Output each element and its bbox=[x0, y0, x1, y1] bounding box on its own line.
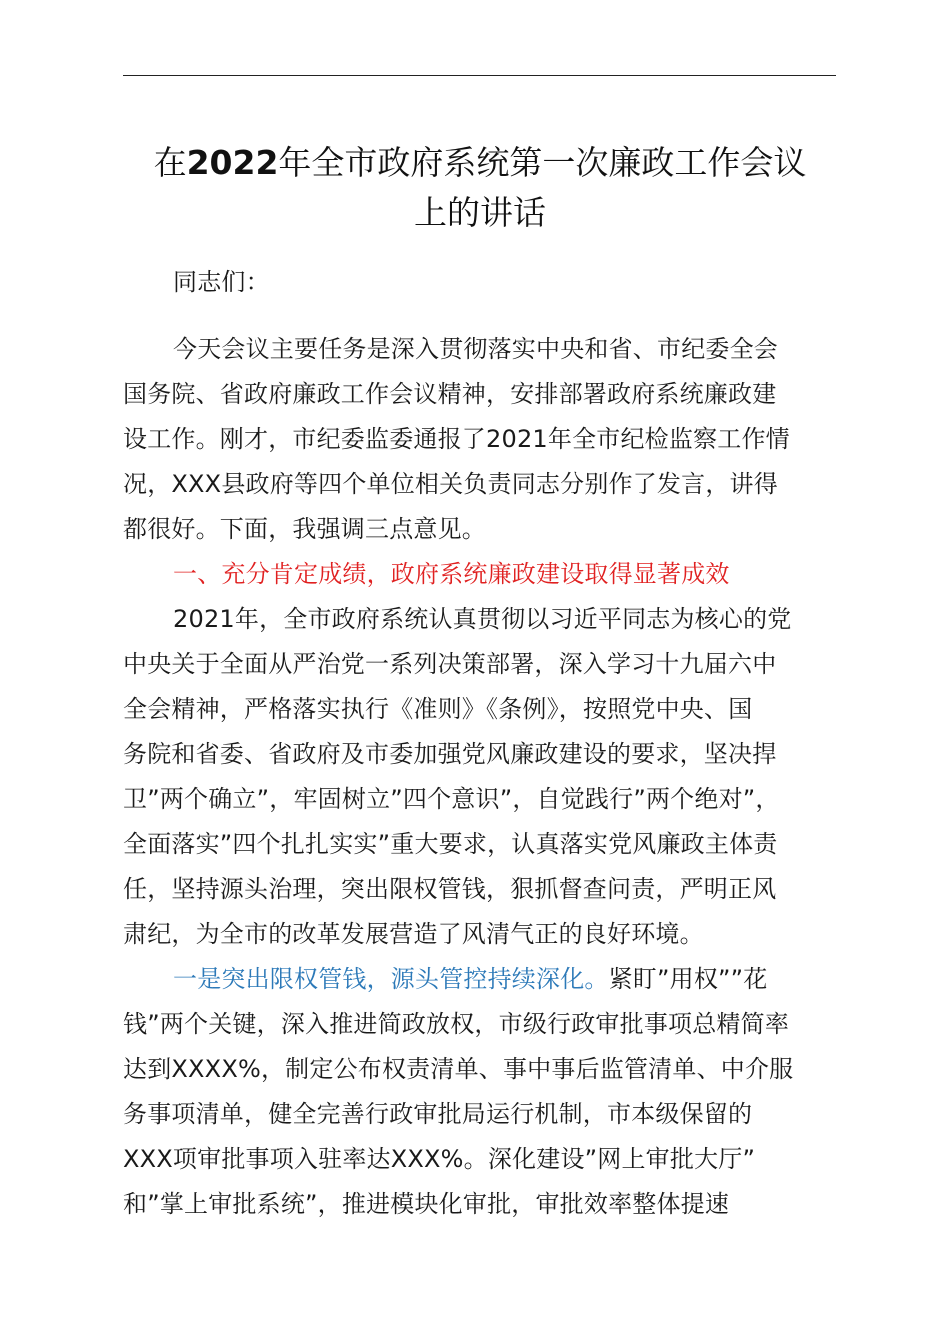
title-line-2: 上的讲话 bbox=[414, 193, 546, 232]
page-title bbox=[110, 138, 850, 238]
section-1-paragraph bbox=[123, 597, 836, 957]
text-line: XXX项审批事项入驻率达XXX%。深化建设”网上审批大厅” bbox=[123, 1145, 756, 1173]
header-rule bbox=[123, 75, 836, 76]
document-body bbox=[123, 260, 836, 1227]
text-line: 任，坚持源头治理，突出限权管钱，狠抓督查问责，严明正风 bbox=[123, 875, 777, 903]
intro-paragraph bbox=[123, 327, 836, 552]
text-line: 钱”两个关键，深入推进简政放权，市级行政审批事项总精简率 bbox=[123, 1010, 790, 1038]
text-line: 肃纪，为全市的改革发展营造了风清气正的良好环境。 bbox=[123, 920, 704, 948]
text-line: 况，XXX县政府等四个单位相关负责同志分别作了发言，讲得 bbox=[123, 470, 778, 498]
text-line: 2021年，全市政府系统认真贯彻以习近平同志为核心的党 bbox=[173, 605, 792, 633]
text-line: 全面落实”四个扎扎实实”重大要求，认真落实党风廉政主体责 bbox=[123, 830, 778, 858]
title-prefix: 在 bbox=[153, 143, 187, 182]
text-line: 今天会议主要任务是深入贯彻落实中央和省、市纪委全会 bbox=[173, 335, 778, 363]
text-line: 务事项清单，健全完善行政审批局运行机制，市本级保留的 bbox=[123, 1100, 753, 1128]
text-line: 卫”两个确立”，牢固树立”四个意识”，自觉践行”两个绝对”， bbox=[123, 785, 780, 813]
text-line: 达到XXXX%，制定公布权责清单、事中事后监管清单、中介服 bbox=[123, 1055, 794, 1083]
greeting: 同志们： bbox=[173, 268, 270, 296]
text-line: 和”掌上审批系统”，推进模块化审批，审批效率整体提速 bbox=[123, 1190, 730, 1218]
text-line: 务院和省委、省政府及市委加强党风廉政建设的要求，坚决捍 bbox=[123, 740, 777, 768]
title-rest: 年全市政府系统第一次廉政工作会议 bbox=[278, 143, 807, 182]
point-1-heading: 一是突出限权管钱，源头管控持续深化。 bbox=[173, 965, 609, 993]
point-1-paragraph bbox=[123, 957, 836, 1227]
text-line: 都很好。下面，我强调三点意见。 bbox=[123, 515, 486, 543]
text-line: 中央关于全面从严治党一系列决策部署，深入学习十九届六中 bbox=[123, 650, 777, 678]
text-line: 国务院、省政府廉政工作会议精神，安排部署政府系统廉政建 bbox=[123, 380, 777, 408]
text-line bbox=[123, 957, 836, 1002]
point-1-lead: 紧盯”用权””花 bbox=[608, 965, 768, 993]
text-line: 设工作。刚才，市纪委监委通报了2021年全市纪检监察工作情 bbox=[123, 425, 790, 453]
title-year: 2022 bbox=[186, 143, 279, 182]
section-1-heading: 一、充分肯定成绩，政府系统廉政建设取得显著成效 bbox=[173, 560, 730, 588]
title-line-1 bbox=[110, 138, 850, 188]
text-line: 全会精神，严格落实执行《准则》《条例》，按照党中央、国 bbox=[123, 695, 753, 723]
